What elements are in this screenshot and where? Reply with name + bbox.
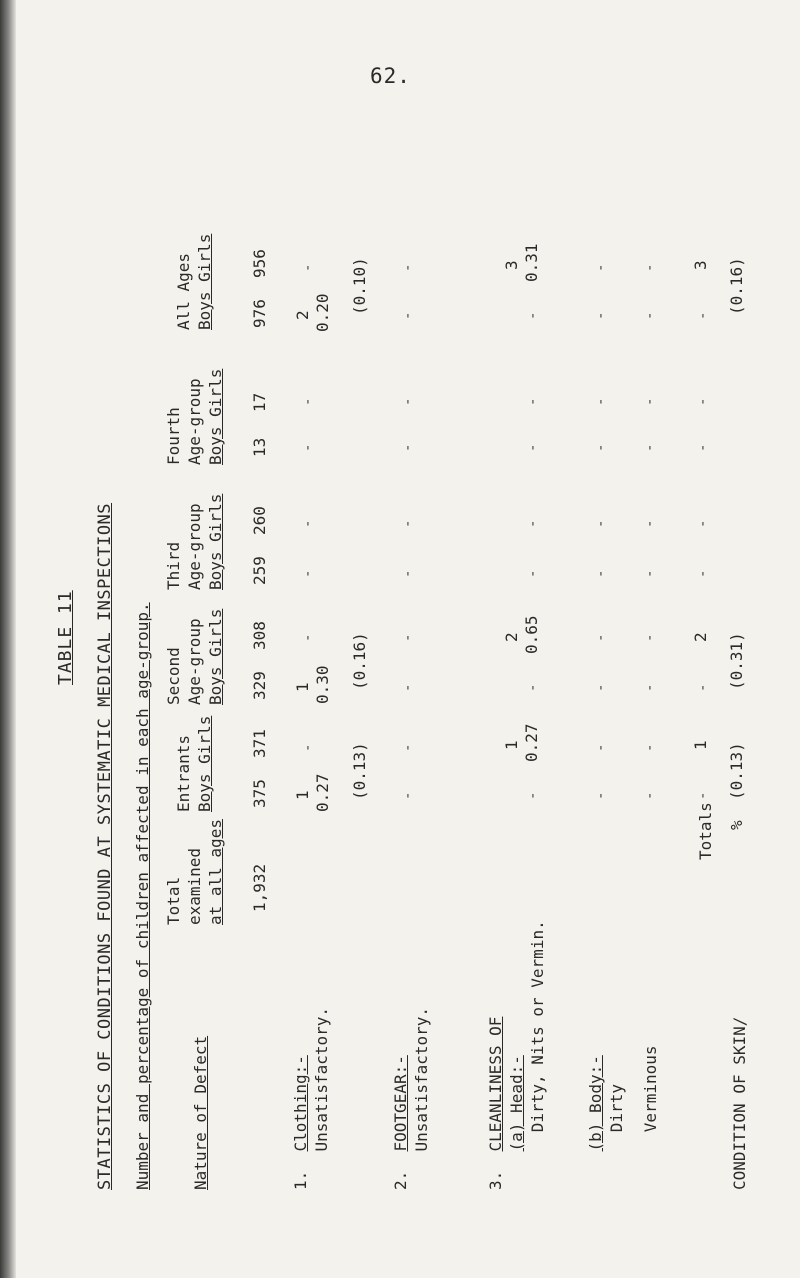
cell-percent: 0.20 — [313, 293, 332, 332]
cell-dash: - — [593, 741, 609, 752]
examined-value: 17 — [250, 392, 269, 412]
cell-dash: - — [642, 517, 658, 528]
examined-value: 260 — [250, 506, 269, 535]
examined-value: 13 — [250, 437, 269, 457]
cell-percent: 0.27 — [313, 773, 332, 812]
examined-value: 308 — [250, 621, 269, 650]
cell-percent: 0.31 — [522, 243, 541, 282]
cell-dash: - — [642, 631, 658, 642]
cell-dash: - — [642, 567, 658, 578]
examined-value: 329 — [250, 671, 269, 700]
next-section-heading: CONDITION OF SKIN/ — [730, 1016, 749, 1190]
subtotal-percent: (0.13) — [727, 742, 746, 800]
cell-value: 3 — [691, 260, 710, 270]
examined-value: 956 — [250, 249, 269, 278]
cell-dash: - — [695, 789, 711, 800]
cell-dash: - — [593, 681, 609, 692]
row-label-verminous: Verminous — [641, 1045, 660, 1133]
cell-value: 2 — [502, 632, 521, 642]
cell-dash: - — [525, 567, 541, 578]
cell-dash: - — [593, 395, 609, 406]
cell-value: 1 — [293, 682, 312, 692]
cell-dash: - — [400, 567, 416, 578]
col-header-nature: Nature of Defect — [191, 1035, 210, 1190]
cell-dash: - — [400, 517, 416, 528]
cell-percent: 0.65 — [522, 615, 541, 654]
cell-value: 1 — [691, 740, 710, 750]
scan-edge — [0, 0, 16, 1278]
cell-dash: - — [525, 789, 541, 800]
cell-dash: - — [525, 395, 541, 406]
cell-percent: 0.30 — [313, 665, 332, 704]
cell-dash: - — [300, 441, 316, 452]
cell-dash: - — [525, 309, 541, 320]
cell-dash: - — [400, 741, 416, 752]
cell-value: 2 — [691, 632, 710, 642]
cell-dash: - — [525, 441, 541, 452]
cell-dash: - — [300, 395, 316, 406]
cell-dash: - — [593, 441, 609, 452]
cell-value: 1 — [502, 740, 521, 750]
cell-dash: - — [400, 441, 416, 452]
cell-dash: - — [593, 567, 609, 578]
examined-value: 976 — [250, 299, 269, 328]
subtotal-percent: (0.16) — [350, 632, 369, 690]
cell-dash: - — [300, 517, 316, 528]
examined-value: 259 — [250, 556, 269, 585]
col-header-second: Second Age-group Boys Girls — [164, 608, 225, 705]
cell-dash: - — [300, 261, 316, 272]
row-label-cleanliness-head: 3. CLEANLINESS OF (a) Head:- Dirty, Nits or Vermin. — [486, 920, 547, 1190]
cell-dash: - — [642, 261, 658, 272]
examined-value: 371 — [250, 729, 269, 758]
table-subheading: Number and percentage of children affected in each age-group. — [133, 602, 152, 1190]
cell-dash: - — [300, 741, 316, 752]
cell-dash: - — [593, 631, 609, 642]
cell-dash: - — [400, 309, 416, 320]
cell-dash: - — [695, 395, 711, 406]
cell-dash: - — [695, 681, 711, 692]
row-label-clothing: 1. Clothing:- Unsatisfactory. — [291, 1006, 331, 1190]
cell-dash: - — [300, 631, 316, 642]
cell-dash: - — [695, 309, 711, 320]
subtotal-percent: (0.31) — [727, 632, 746, 690]
cell-dash: - — [593, 517, 609, 528]
cell-dash: - — [642, 741, 658, 752]
cell-dash: - — [400, 395, 416, 406]
table-heading: STATISTICS OF CONDITIONS FOUND AT SYSTEMATIC MEDICAL INSPECTIONS — [95, 502, 115, 1190]
rotated-table-page — [55, 130, 755, 1190]
cell-percent: 0.27 — [522, 723, 541, 762]
cell-dash: - — [300, 567, 316, 578]
cell-dash: - — [593, 789, 609, 800]
cell-dash: - — [525, 681, 541, 692]
cell-dash: - — [400, 789, 416, 800]
cell-dash: - — [642, 309, 658, 320]
cell-value: 1 — [293, 790, 312, 800]
row-label-cleanliness-body: (b) Body:- Dirty — [586, 1055, 626, 1152]
cell-dash: - — [400, 261, 416, 272]
cell-dash: - — [400, 631, 416, 642]
col-header-all-ages: All Ages Boys Girls — [174, 233, 214, 330]
cell-value: 3 — [502, 260, 521, 270]
col-header-entrants: Entrants Boys Girls — [174, 715, 214, 812]
cell-dash: - — [525, 517, 541, 528]
row-label-totals: Totals — [696, 802, 715, 860]
table-title: TABLE 11 — [55, 590, 76, 685]
subtotal-percent: (0.16) — [727, 257, 746, 315]
col-header-third: Third Age-group Boys Girls — [164, 493, 225, 590]
cell-dash: - — [695, 567, 711, 578]
subtotal-percent: (0.13) — [350, 742, 369, 800]
cell-dash: - — [593, 261, 609, 272]
cell-dash: - — [593, 309, 609, 320]
col-header-total: Total examined at all ages — [164, 819, 225, 925]
examined-total: 1,932 — [250, 863, 269, 912]
cell-dash: - — [400, 681, 416, 692]
row-label-footgear: 2. FOOTGEAR:- Unsatisfactory. — [391, 1006, 431, 1190]
subtotal-percent: (0.10) — [350, 257, 369, 315]
cell-dash: - — [642, 789, 658, 800]
col-header-fourth: Fourth Age-group Boys Girls — [164, 368, 225, 465]
examined-value: 375 — [250, 779, 269, 808]
percent-mark: % — [727, 820, 746, 830]
cell-dash: - — [695, 441, 711, 452]
page-number: 62. — [370, 64, 411, 88]
cell-dash: - — [642, 395, 658, 406]
cell-dash: - — [695, 517, 711, 528]
cell-value: 2 — [293, 310, 312, 320]
cell-dash: - — [642, 441, 658, 452]
cell-dash: - — [642, 681, 658, 692]
